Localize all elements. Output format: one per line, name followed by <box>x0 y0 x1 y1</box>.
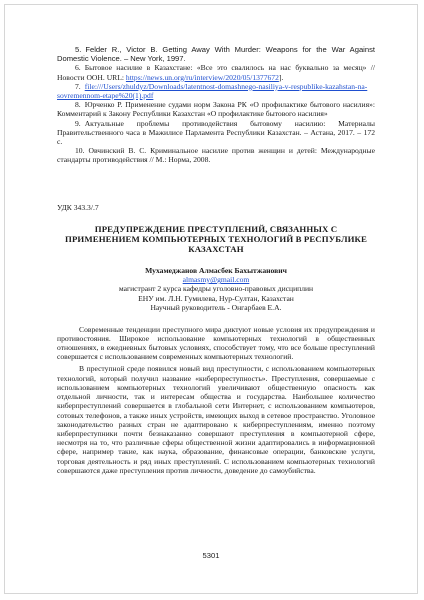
author-university: ЕНУ им. Л.Н. Гумилева, Нур-Султан, Казахстан <box>138 293 294 303</box>
page-content <box>57 45 375 478</box>
body-paragraph: В преступной среде появился новый вид преступности, с использованием компьютерных технологий, который получил название «киберпреступность». Преступления, совершаемые с использованием компьютерных технологий увеличивают общественную опасность как отдельной личности, так и интересам общества и государства. Наибольшее количество киберпреступлений совершается в глобальной сети Интернет, с использованием компьютеров, сотовых телефонов, а также иных устройств, имеющих выход в сетевое пространство. Уголовное законодательство разных стран не адаптировано к киберпреступлениям, именно поэтому киберпреступники почти безнаказанно совершают преступления в компьютерной сфере, несмотря на то, что различные сферы общественной жизни адаптировались в информационной сфере, например такие, как наука, образование, финансовые операции, банковские услуги, торговая деятельность и ряд иных преступлений. С использованием компьютерных технологий совершаются даже преступления против личности, доведение до самоубийства. <box>57 364 375 475</box>
reference-text: Бытовое насилие в Казахстане: «Все это свалилось на нас буквально за месяц» // Новости ООН. URL: <box>57 63 375 82</box>
reference-text: Овчинский В. С. Криминальное насилие против женщин и детей: Международные стандарты противодействия // М.: Норма, 2008. <box>57 146 375 165</box>
reference-item <box>57 82 375 100</box>
article-body <box>57 325 375 475</box>
reference-number: 9. <box>75 118 81 128</box>
author-block <box>57 266 375 313</box>
reference-item <box>57 45 375 63</box>
reference-item <box>57 146 375 164</box>
article-title: ПРЕДУПРЕЖДЕНИЕ ПРЕСТУПЛЕНИЙ, СВЯЗАННЫХ С ПРИМЕНЕНИЕМ КОМПЬЮТЕРНЫХ ТЕХНОЛОГИЙ В РЕСПУБЛИКЕ КАЗАХСТАН <box>65 223 367 254</box>
body-paragraph: Современные тенденции преступного мира диктуют новые условия их предупреждения и противостояния. Широкое использование компьютерных технологий в общественных отношениях, в ежедневных бытовых условиях, способствует тому, что все больше преступлений совершается с использованием современных компьютерных технологий. <box>57 324 375 362</box>
author-supervisor: Научный руководитель - Онгарбаев Е.А. <box>150 303 282 313</box>
reference-text: Юрченко Р. Применение судами норм Закона РК «О профилактике бытового насилия»: Комментарий к Закону Республики Казахстан «О профилактике бытового насилия» <box>57 100 375 119</box>
reference-number: 5. <box>75 45 82 54</box>
reference-list <box>57 45 375 165</box>
author-position: магистрант 2 курса кафедры уголовно-правовых дисциплин <box>118 284 314 294</box>
reference-text: ]. <box>278 72 284 82</box>
reference-number: 10. <box>75 146 85 156</box>
reference-number: 8. <box>75 100 81 110</box>
reference-text: Felder R., Victor B. Getting Away With Murder: Weapons for the War Against Domestic Violence. – New York, 1997. <box>57 45 375 64</box>
reference-number: 6. <box>75 63 81 73</box>
reference-item <box>57 63 375 81</box>
udk-code: УДК 343.3/.7 <box>57 202 99 212</box>
reference-link[interactable]: file:///Users/zhuldyz/Downloads/latentnost-domashnego-nasiliya-v-respublike-kazahstan-na-sovremennom-etape%20(1).pdf <box>57 81 368 101</box>
reference-item <box>57 119 375 147</box>
document-page <box>4 4 418 594</box>
author-name: Мухамеджанов Алмасбек Бахытжанович <box>145 265 287 275</box>
author-email[interactable]: almasmy@gmail.com <box>182 275 250 285</box>
reference-text: Актуальные проблемы противодействия бытовому насилию: Материалы Правительственного часа в Мажилисе Парламента Республики Казахстан. – Астана, 2017. – 172 с. <box>57 118 375 147</box>
reference-number: 7. <box>75 81 81 91</box>
page-number: 5301 <box>202 551 220 560</box>
reference-item <box>57 100 375 118</box>
reference-link[interactable]: https://news.un.org/ru/interview/2020/05/1377672 <box>125 72 279 82</box>
